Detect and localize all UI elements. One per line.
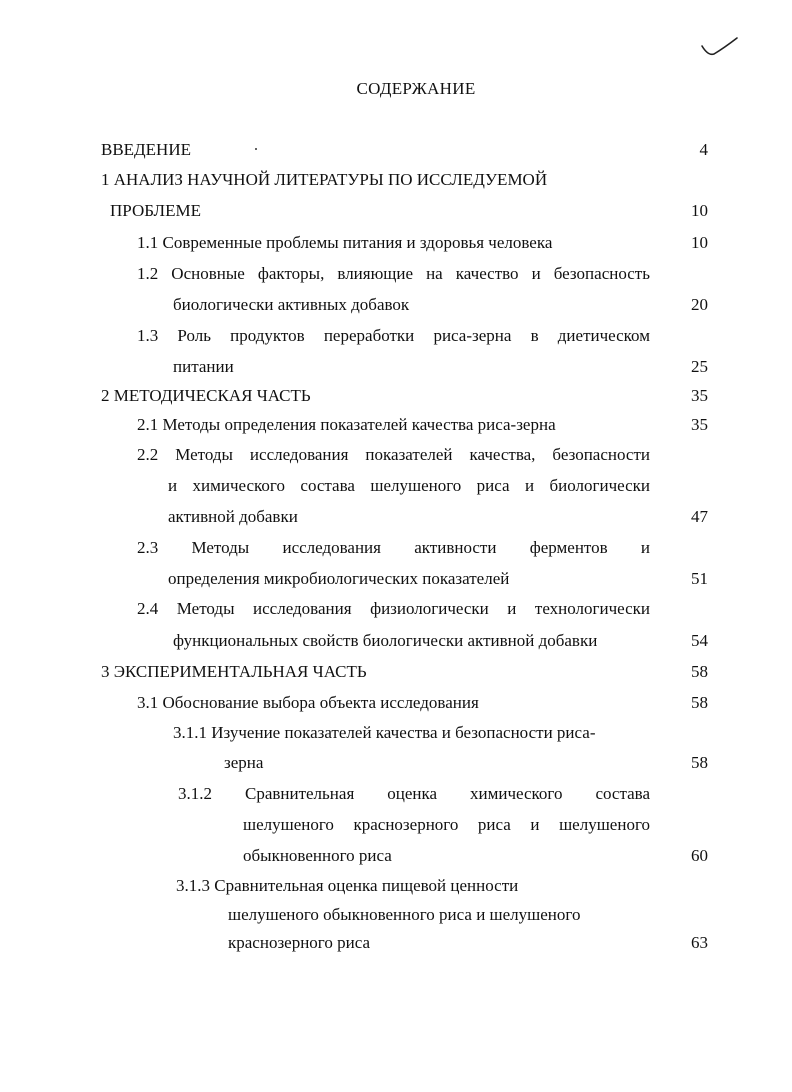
toc-page-1-2: 20	[691, 295, 708, 314]
toc-entry-3-1-3-cont[interactable]: шелушеного обыкновенного риса и шелушеного	[228, 905, 581, 924]
toc-page-3-1-2: 60	[691, 846, 708, 865]
toc-entry-1-2-cont[interactable]: биологически активных добавок	[173, 295, 410, 314]
toc-entry-3-1-2-cont2[interactable]: обыкновенного риса	[243, 846, 392, 865]
toc-entry-1-2[interactable]: 1.2 Основные факторы, влияющие на качество и безопасность	[137, 264, 650, 283]
toc-page-intro: 4	[699, 140, 708, 159]
toc-entry-3-1-2[interactable]: 3.1.2 Сравнительная оценка химического состава	[178, 784, 650, 803]
toc-page-chapter-2: 35	[691, 386, 708, 405]
handwritten-checkmark-icon	[700, 36, 740, 58]
toc-entry-3-1[interactable]: 3.1 Обоснование выбора объекта исследования	[137, 693, 479, 712]
toc-entry-2-3[interactable]: 2.3 Методы исследования активности ферментов и	[137, 538, 650, 557]
toc-entry-2-1[interactable]: 2.1 Методы определения показателей качества риса-зерна	[137, 415, 556, 434]
toc-entry-chapter-1-cont[interactable]: ПРОБЛЕМЕ	[110, 201, 201, 220]
toc-entry-intro[interactable]: ВВЕДЕНИЕ	[101, 140, 191, 159]
toc-entry-2-2[interactable]: 2.2 Методы исследования показателей качества, безопасности	[137, 445, 650, 464]
toc-page-2-1: 35	[691, 415, 708, 434]
toc-entry-1-3[interactable]: 1.3 Роль продуктов переработки риса-зерна в диетическом	[137, 326, 650, 345]
toc-entry-chapter-3[interactable]: 3 ЭКСПЕРИМЕНТАЛЬНАЯ ЧАСТЬ	[101, 662, 367, 681]
scan-speck	[255, 148, 257, 150]
toc-entry-2-2-cont[interactable]: и химического состава шелушеного риса и биологически	[168, 476, 650, 495]
toc-page-2-3: 51	[691, 569, 708, 588]
toc-entry-3-1-2-cont[interactable]: шелушеного краснозерного риса и шелушеного	[243, 815, 650, 834]
toc-page-3-1: 58	[691, 693, 708, 712]
toc-entry-2-3-cont[interactable]: определения микробиологических показателей	[168, 569, 510, 588]
toc-entry-2-2-cont2[interactable]: активной добавки	[168, 507, 298, 526]
toc-entry-2-4-cont[interactable]: функциональных свойств биологически активной добавки	[173, 631, 598, 650]
toc-page-chapter-1: 10	[691, 201, 708, 220]
toc-entry-3-1-1[interactable]: 3.1.1 Изучение показателей качества и безопасности риса-	[173, 723, 596, 742]
toc-entry-3-1-3-cont2[interactable]: краснозерного риса	[228, 933, 371, 952]
toc-entry-chapter-2[interactable]: 2 МЕТОДИЧЕСКАЯ ЧАСТЬ	[101, 386, 311, 405]
toc-entry-3-1-1-cont[interactable]: зерна	[224, 753, 264, 772]
toc-page-chapter-3: 58	[691, 662, 708, 681]
toc-page-1-3: 25	[691, 357, 708, 376]
toc-entry-2-4[interactable]: 2.4 Методы исследования физиологически и технологически	[137, 599, 650, 618]
toc-page-3-1-1: 58	[691, 753, 708, 772]
page-title: СОДЕРЖАНИЕ	[356, 79, 476, 98]
toc-entry-3-1-3[interactable]: 3.1.3 Сравнительная оценка пищевой ценности	[176, 876, 519, 895]
toc-page-1-1: 10	[691, 233, 708, 252]
toc-entry-1-3-cont[interactable]: питании	[173, 357, 234, 376]
toc-page-3-1-3: 63	[691, 933, 708, 952]
toc-page-2-4: 54	[691, 631, 708, 650]
toc-entry-1-1[interactable]: 1.1 Современные проблемы питания и здоровья человека	[137, 233, 553, 252]
toc-entry-chapter-1[interactable]: 1 АНАЛИЗ НАУЧНОЙ ЛИТЕРАТУРЫ ПО ИССЛЕДУЕМОЙ	[101, 170, 548, 189]
toc-page-2-2: 47	[691, 507, 708, 526]
